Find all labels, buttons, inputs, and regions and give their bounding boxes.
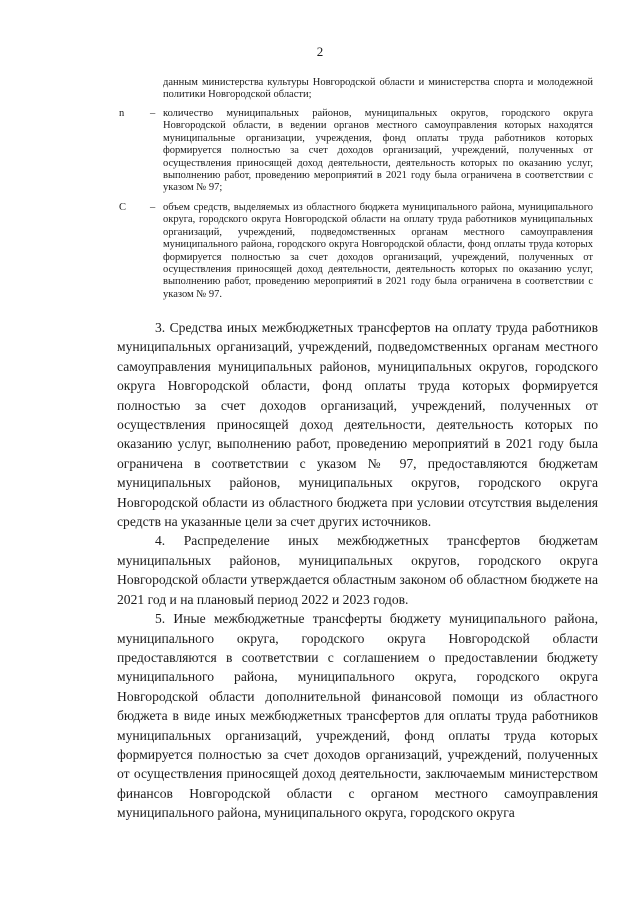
paragraph-4: 4. Распределение иных межбюджетных трансфертов бюджетам муниципальных районов, муниципальных округов, городского округа Новгородской области утверждается областным законом об областном бюджете на 2021 год и на плановый период 2022 и 2023 годов. [117, 533, 598, 607]
list-item-volume: объем средств, выделяемых из областного бюджета муниципального района, муниципального округа, городского округа Новгородской области на оплату труда работников муниципальных организаций, учреждений, подведомственных органам местного самоуправления муниципального района, городского округа Новгородской области, фонд оплаты труда которых формируется полностью за счет доходов организаций, учреждений, полученных от осуществления приносящей доход деятельности, деятельность которых по оказанию услуг, выполнению работ, проведению мероприятий в 2021 году была ограничена в соответствии с указом № 97. [163, 202, 593, 300]
item-dash: – [150, 108, 156, 119]
paragraph-5: 5. Иные межбюджетные трансферты бюджету муниципального района, муниципального округа, городского округа Новгородской области предоставляются в соответствии с соглашением о предоставлении бюджету муниципального района, муниципального округа, городского округа Новгородской области дополнительной финансовой помощи из областного бюджета в виде иных межбюджетных трансфертов для оплаты труда работников муниципальных организаций, учреждений, фонд оплаты труда которых формируется полностью за счет доходов организаций, учреждений, полученных от осуществления приносящей доход деятельности, заключаемым министерством финансов Новгородской области с органом местного самоуправления муниципального района, муниципального округа, городского округа [117, 611, 598, 821]
page-number: 2 [316, 44, 324, 59]
paragraph-3: 3. Средства иных межбюджетных трансфертов на оплату труда работников муниципальных организаций, учреждений, подведомственных органам местного самоуправления муниципальных районов, муниципальных округов, городского округа Новгородской области, фонд оплаты труда которых формируется полностью за счет доходов организаций, учреждений, полученных от осуществления приносящей доход деятельности, деятельность которых по оказанию услуг, выполнению работ, проведению мероприятий в 2021 году была ограничена в соответствии с указом № 97, предоставляются бюджетам муниципальных районов, муниципальных округов, городского округа Новгородской области из областного бюджета при условии отсутствия выделения средств на указанные цели за счет других источников. [117, 320, 598, 530]
item-dash: – [150, 202, 156, 213]
item-marker: C [119, 202, 127, 213]
item-marker: n [119, 108, 125, 119]
list-item-count: количество муниципальных районов, муниципальных округов, городского округа Новгородской области, в ведении органов местного самоуправления которых находятся муниципальные организации, учреждения, фонд оплаты труда работников которых формируется полностью за счет доходов организаций, учреждений, полученных от осуществления приносящей доход деятельности, деятельность которых по оказанию услуг, выполнению работ, проведению мероприятий в 2021 году была ограничена в соответствии с указом № 97; [163, 108, 593, 194]
intro-text: данным министерства культуры Новгородской области и министерства спорта и молодежной политики Новгородской области; [163, 77, 593, 101]
main-body [117, 318, 598, 823]
